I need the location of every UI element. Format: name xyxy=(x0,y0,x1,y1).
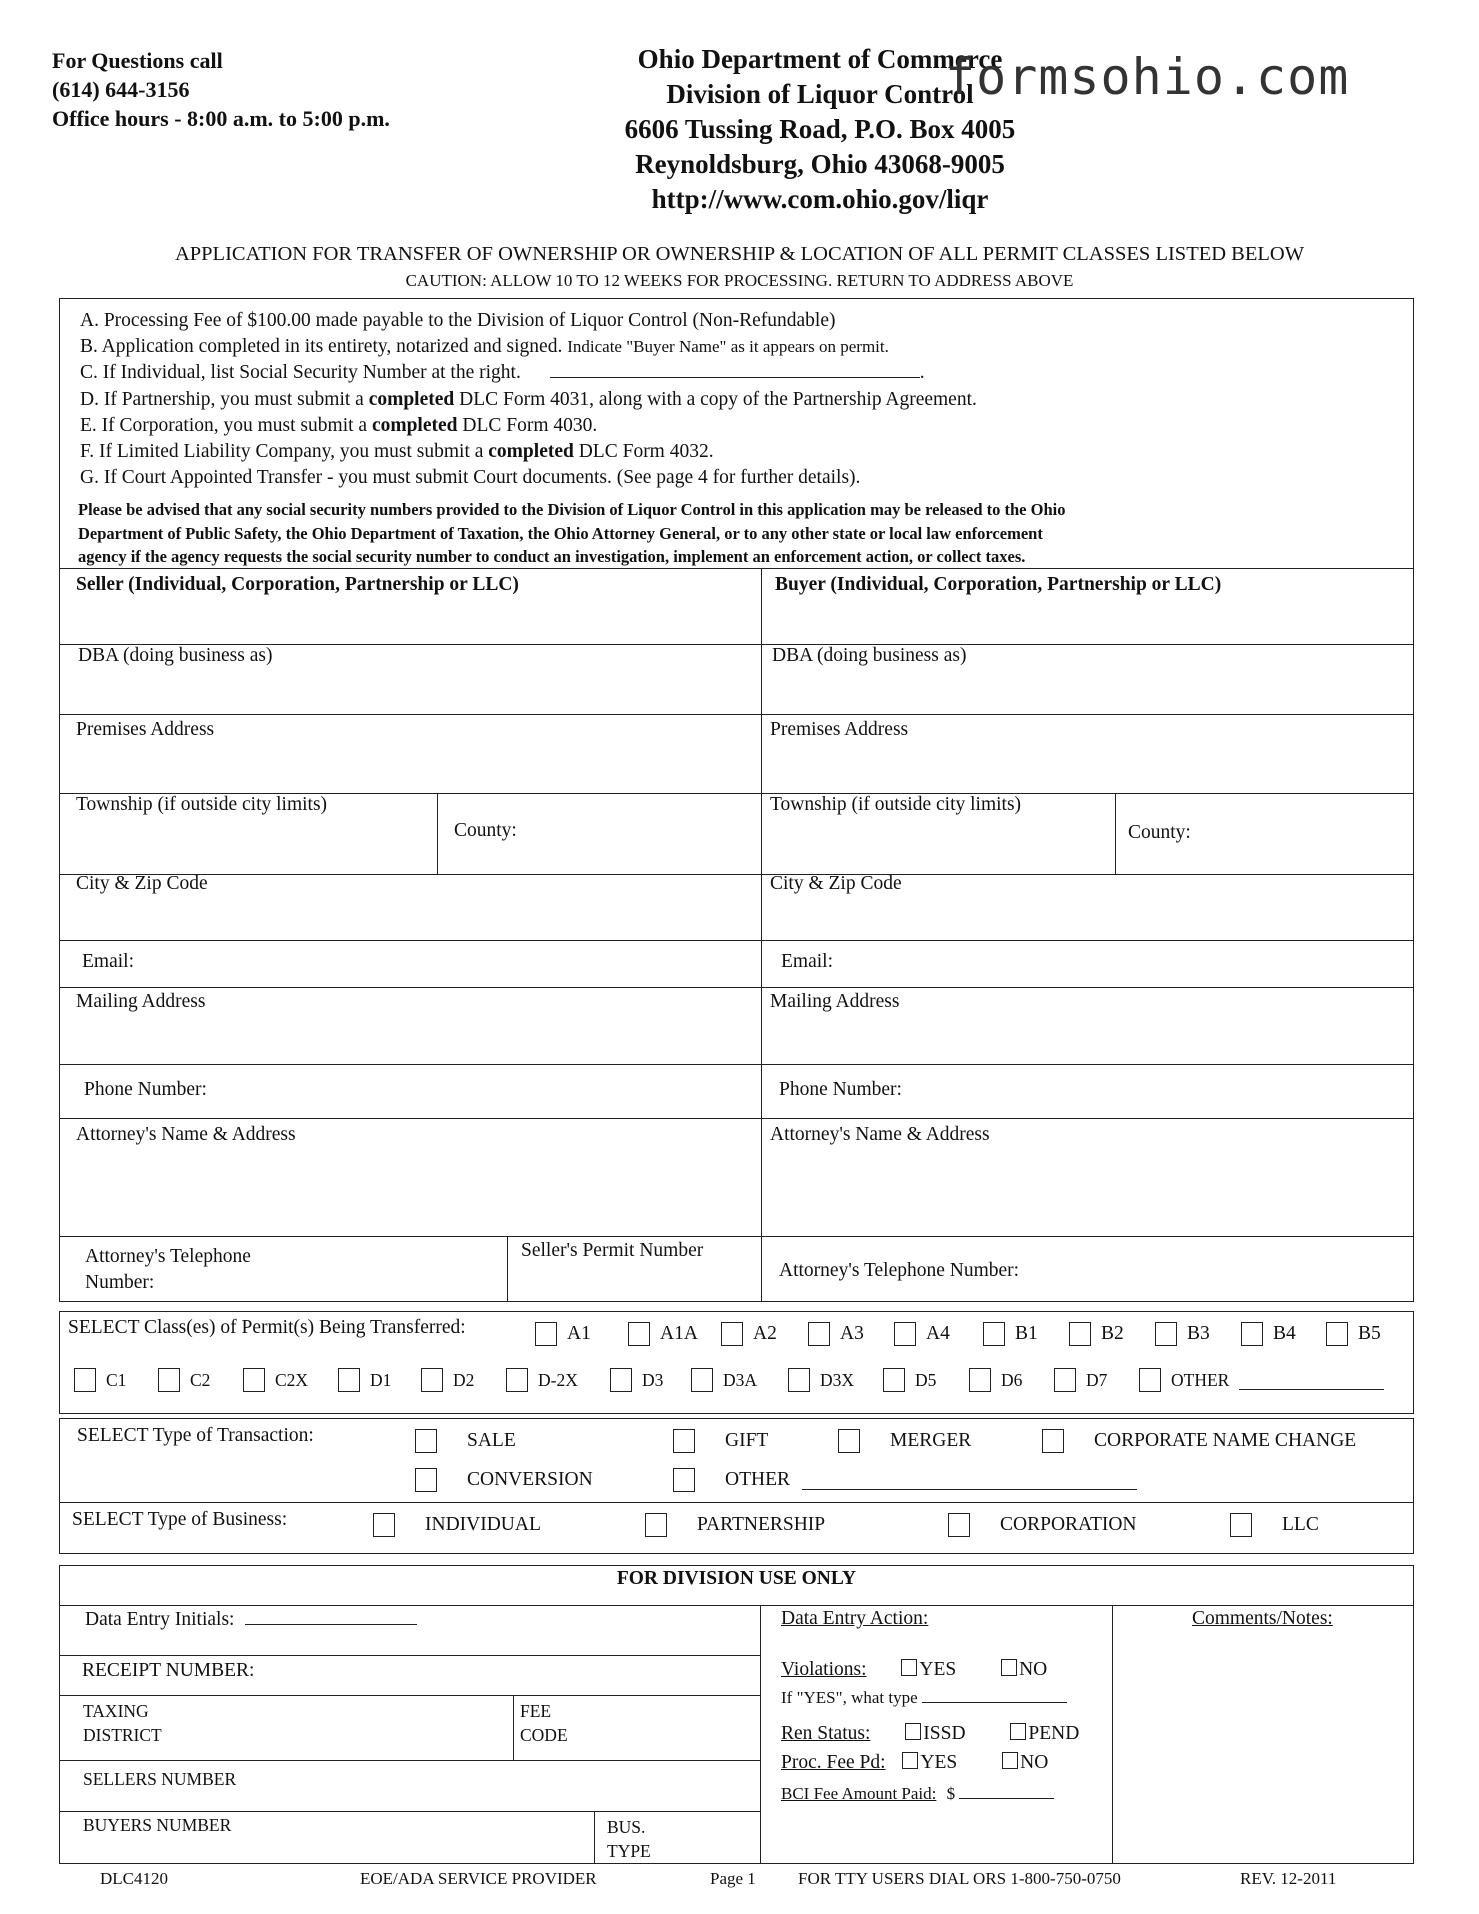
caution-text: CAUTION: ALLOW 10 TO 12 WEEKS FOR PROCESSING. RETURN TO ADDRESS ABOVE xyxy=(405,271,1074,290)
checkbox[interactable] xyxy=(1155,1322,1177,1346)
buyer-attorney-tel-label: Attorney's Telephone Number: xyxy=(779,1260,1020,1281)
buyer-premises-label: Premises Address xyxy=(770,719,909,740)
permit-d3[interactable]: D3 xyxy=(610,1368,663,1392)
agency-name: Ohio Department of Commerce xyxy=(637,44,1003,74)
violations-type-field[interactable] xyxy=(922,1702,1067,1703)
checkbox[interactable] xyxy=(948,1513,970,1537)
sellers-number-label: SELLERS NUMBER xyxy=(83,1769,237,1789)
seller-premises-label: Premises Address xyxy=(76,719,215,740)
checkbox[interactable] xyxy=(901,1659,917,1676)
buyer-attorney-label: Attorney's Name & Address xyxy=(770,1124,990,1145)
data-entry-initials-field[interactable] xyxy=(245,1624,417,1625)
watermark: formsohio.com xyxy=(945,48,1350,106)
checkbox[interactable] xyxy=(338,1368,360,1392)
checkbox[interactable] xyxy=(628,1322,650,1346)
checkbox[interactable] xyxy=(673,1429,695,1453)
seller-attorney-label: Attorney's Name & Address xyxy=(76,1124,296,1145)
permit-a3[interactable]: A3 xyxy=(808,1322,864,1346)
proc-fee-row: Proc. Fee Pd: YES NO xyxy=(781,1752,1049,1773)
tty-info: FOR TTY USERS DIAL ORS 1-800-750-0750 xyxy=(798,1869,1121,1888)
checkbox[interactable] xyxy=(721,1322,743,1346)
permit-d6[interactable]: D6 xyxy=(969,1368,1022,1392)
checkbox[interactable] xyxy=(883,1368,905,1392)
permit-a1[interactable]: A1 xyxy=(535,1322,591,1346)
agency-url[interactable]: http://www.com.ohio.gov/liqr xyxy=(651,184,989,214)
permit-other-field[interactable] xyxy=(1239,1371,1384,1390)
checkbox[interactable] xyxy=(1230,1513,1252,1537)
buyer-county-label: County: xyxy=(1128,822,1191,843)
permit-b5[interactable]: B5 xyxy=(1326,1322,1381,1346)
seller-heading: Seller (Individual, Corporation, Partnership or LLC) xyxy=(76,574,519,595)
checkbox[interactable] xyxy=(158,1368,180,1392)
ren-status-pend[interactable]: PEND xyxy=(1010,1723,1079,1744)
buyer-heading: Buyer (Individual, Corporation, Partnership or LLC) xyxy=(775,574,1222,595)
taxing-district-label: TAXING DISTRICT xyxy=(83,1701,162,1745)
checkbox[interactable] xyxy=(1069,1322,1091,1346)
buyer-email-label: Email: xyxy=(781,951,833,972)
buyers-number-label: BUYERS NUMBER xyxy=(83,1815,232,1835)
ssn-notice: Please be advised that any social security numbers provided to the Division of Liquor Control in this application may be released to the Ohio Department of Public Safety, the Ohio Department of Taxation, the Ohio Attorney General, or to any other state or local law enforcement agency if the agency requests the social security number to conduct an investigation, implement an enforcement action, or collect taxes. xyxy=(78,500,1066,566)
bci-fee-row: BCI Fee Amount Paid: $ xyxy=(781,1784,1054,1804)
division-use-heading: FOR DIVISION USE ONLY xyxy=(616,1568,857,1589)
revision: REV. 12-2011 xyxy=(1240,1869,1337,1888)
instruction-b: B. Application completed in its entirety, notarized and signed. Indicate "Buyer Name" as it appears on permit. xyxy=(80,336,889,358)
ren-status-issd[interactable]: ISSD xyxy=(905,1723,965,1744)
comments-notes-label: Comments/Notes: xyxy=(1192,1608,1333,1629)
checkbox[interactable] xyxy=(415,1429,437,1453)
permit-d1[interactable]: D1 xyxy=(338,1368,391,1392)
data-entry-action-label: Data Entry Action: xyxy=(781,1608,929,1629)
checkbox[interactable] xyxy=(243,1368,265,1392)
checkbox[interactable] xyxy=(373,1513,395,1537)
bci-fee-field[interactable] xyxy=(959,1798,1054,1799)
violations-row: Violations: YES NO xyxy=(781,1659,1048,1680)
buyer-dba-label: DBA (doing business as) xyxy=(772,645,967,666)
permit-c2[interactable]: C2 xyxy=(158,1368,210,1392)
fee-code-label: FEE CODE xyxy=(520,1701,568,1745)
violations-no[interactable]: NO xyxy=(1001,1659,1047,1680)
seller-county-label: County: xyxy=(454,820,517,841)
checkbox[interactable] xyxy=(1326,1322,1348,1346)
contact-phone: (614) 644-3156 xyxy=(52,77,190,102)
checkbox[interactable] xyxy=(673,1468,695,1492)
permit-d2[interactable]: D2 xyxy=(421,1368,474,1392)
instruction-b-note: Indicate "Buyer Name" as it appears on permit. xyxy=(567,337,889,357)
permit-d7[interactable]: D7 xyxy=(1054,1368,1107,1392)
checkbox[interactable] xyxy=(788,1368,810,1392)
checkbox[interactable] xyxy=(421,1368,443,1392)
checkbox[interactable] xyxy=(74,1368,96,1392)
ssn-field[interactable] xyxy=(550,377,920,378)
checkbox[interactable] xyxy=(905,1723,921,1740)
violations-yes[interactable]: YES xyxy=(901,1659,956,1680)
permit-a2[interactable]: A2 xyxy=(721,1322,777,1346)
permit-other[interactable]: OTHER xyxy=(1139,1368,1384,1392)
instruction-g: G. If Court Appointed Transfer - you must submit Court documents. (See page 4 for further details). xyxy=(80,467,861,489)
buyer-phone-label: Phone Number: xyxy=(779,1079,902,1100)
checkbox[interactable] xyxy=(506,1368,528,1392)
checkbox[interactable] xyxy=(902,1752,918,1769)
checkbox[interactable] xyxy=(645,1513,667,1537)
transaction-other[interactable]: OTHER xyxy=(673,1468,1137,1492)
street-address: 6606 Tussing Road, P.O. Box 4005 xyxy=(624,114,1016,144)
seller-attorney-tel-label: Attorney's Telephone Number: xyxy=(85,1246,251,1293)
seller-city-label: City & Zip Code xyxy=(76,873,208,894)
permit-b2[interactable]: B2 xyxy=(1069,1322,1124,1346)
page-number: Page 1 xyxy=(710,1869,756,1888)
instruction-f: F. If Limited Liability Company, you must submit a completed DLC Form 4032. xyxy=(80,441,714,463)
instruction-d: D. If Partnership, you must submit a completed DLC Form 4031, along with a copy of the Partnership Agreement. xyxy=(80,388,977,410)
checkbox[interactable] xyxy=(535,1322,557,1346)
instruction-a: A. Processing Fee of $100.00 made payable to the Division of Liquor Control (Non-Refundable) xyxy=(80,310,836,331)
proc-fee-no[interactable]: NO xyxy=(1002,1752,1048,1773)
checkbox[interactable] xyxy=(969,1368,991,1392)
seller-dba-label: DBA (doing business as) xyxy=(78,645,273,666)
permit-d3a[interactable]: D3A xyxy=(691,1368,757,1392)
transaction-sale[interactable]: SALE xyxy=(415,1429,516,1453)
checkbox[interactable] xyxy=(1139,1368,1161,1392)
permit-classes-label: SELECT Class(es) of Permit(s) Being Transferred: xyxy=(68,1317,466,1338)
form-number: DLC4120 xyxy=(100,1869,168,1888)
permit-d-2x[interactable]: D-2X xyxy=(506,1368,578,1392)
checkbox[interactable] xyxy=(415,1468,437,1492)
permit-d5[interactable]: D5 xyxy=(883,1368,936,1392)
ren-status-row: Ren Status: ISSD PEND xyxy=(781,1723,1080,1744)
permit-c1[interactable]: C1 xyxy=(74,1368,126,1392)
checkbox[interactable] xyxy=(808,1322,830,1346)
instructions xyxy=(80,308,977,491)
business-individual[interactable]: INDIVIDUAL xyxy=(373,1513,541,1537)
business-partnership[interactable]: PARTNERSHIP xyxy=(645,1513,825,1537)
business-llc[interactable]: LLC xyxy=(1230,1513,1319,1537)
permit-c2x[interactable]: C2X xyxy=(243,1368,308,1392)
checkbox[interactable] xyxy=(1042,1429,1064,1453)
division-name: Division of Liquor Control xyxy=(666,79,974,109)
checkbox[interactable] xyxy=(983,1322,1005,1346)
seller-permit-number-label: Seller's Permit Number xyxy=(521,1240,704,1261)
checkbox[interactable] xyxy=(1001,1659,1017,1676)
business-corporation[interactable]: CORPORATION xyxy=(948,1513,1137,1537)
checkbox[interactable] xyxy=(610,1368,632,1392)
seller-email-label: Email: xyxy=(82,951,134,972)
contact-line: For Questions call xyxy=(52,48,223,73)
instruction-e: E. If Corporation, you must submit a completed DLC Form 4030. xyxy=(80,414,598,436)
buyer-mailing-label: Mailing Address xyxy=(770,991,900,1012)
transaction-conversion[interactable]: CONVERSION xyxy=(415,1468,593,1492)
permit-b1[interactable]: B1 xyxy=(983,1322,1038,1346)
application-title: APPLICATION FOR TRANSFER OF OWNERSHIP OR OWNERSHIP & LOCATION OF ALL PERMIT CLASSES LISTED BELOW xyxy=(174,243,1305,265)
checkbox[interactable] xyxy=(1002,1752,1018,1769)
receipt-number-label: RECEIPT NUMBER: xyxy=(82,1660,255,1681)
permit-a1a[interactable]: A1A xyxy=(628,1322,698,1346)
city-state-zip: Reynoldsburg, Ohio 43068-9005 xyxy=(635,149,1005,179)
contact-info xyxy=(52,46,390,133)
checkbox[interactable] xyxy=(838,1429,860,1453)
checkbox[interactable] xyxy=(894,1322,916,1346)
bus-type-label: BUS. TYPE xyxy=(607,1817,651,1861)
transaction-merger[interactable]: MERGER xyxy=(838,1429,971,1453)
proc-fee-yes[interactable]: YES xyxy=(902,1752,957,1773)
seller-mailing-label: Mailing Address xyxy=(76,991,206,1012)
transaction-label: SELECT Type of Transaction: xyxy=(77,1425,314,1446)
business-label: SELECT Type of Business: xyxy=(72,1509,288,1530)
checkbox[interactable] xyxy=(1010,1723,1026,1740)
transaction-corporate-name-change[interactable]: CORPORATE NAME CHANGE xyxy=(1042,1429,1356,1453)
permit-d3x[interactable]: D3X xyxy=(788,1368,854,1392)
seller-township-label: Township (if outside city limits) xyxy=(76,794,328,815)
instruction-c: C. If Individual, list Social Security Number at the right. . xyxy=(80,362,925,384)
permit-b3[interactable]: B3 xyxy=(1155,1322,1210,1346)
office-hours: Office hours - 8:00 a.m. to 5:00 p.m. xyxy=(52,106,390,131)
buyer-township-label: Township (if outside city limits) xyxy=(770,794,1022,815)
violations-type-row: If "YES", what type xyxy=(781,1688,1067,1708)
eoe-statement: EOE/ADA SERVICE PROVIDER xyxy=(360,1869,597,1888)
transaction-other-field[interactable] xyxy=(802,1471,1137,1490)
checkbox[interactable] xyxy=(1241,1322,1263,1346)
permit-b4[interactable]: B4 xyxy=(1241,1322,1296,1346)
permit-a4[interactable]: A4 xyxy=(894,1322,950,1346)
transaction-gift[interactable]: GIFT xyxy=(673,1429,768,1453)
checkbox[interactable] xyxy=(1054,1368,1076,1392)
checkbox[interactable] xyxy=(691,1368,713,1392)
buyer-city-label: City & Zip Code xyxy=(770,873,902,894)
seller-phone-label: Phone Number: xyxy=(84,1079,207,1100)
data-entry-initials-label: Data Entry Initials: xyxy=(85,1609,417,1631)
